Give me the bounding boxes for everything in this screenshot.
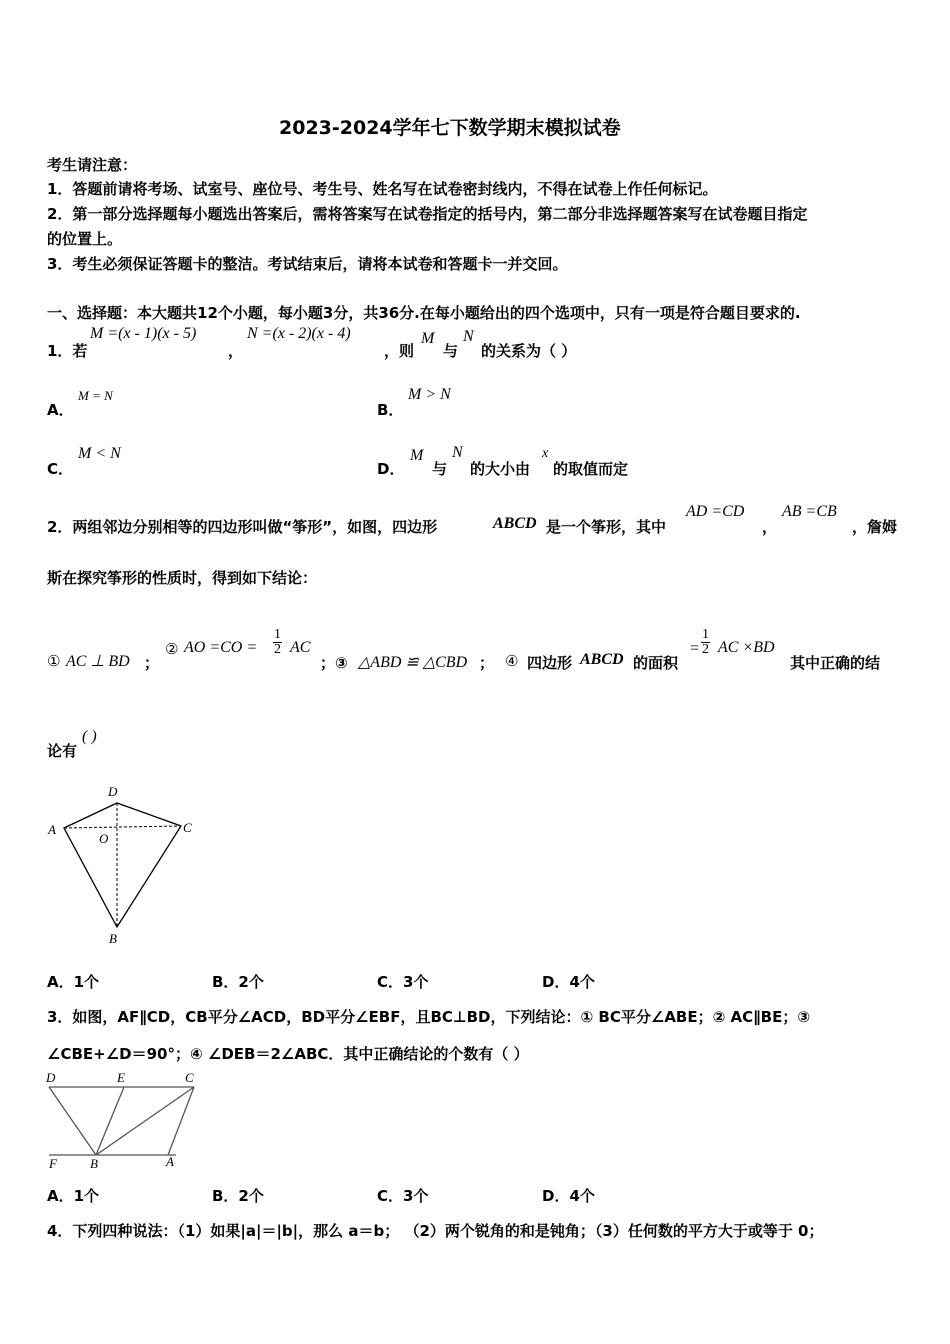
q2-label-o: O [99,831,109,846]
notice-item-2-cont: 的位置上。 [47,230,123,248]
q1-n: N [463,328,474,345]
q2-conclusion-2-mark: ② [165,640,179,658]
q2-conclusion-2-ac: AC [290,639,311,656]
q3-line2: ∠CBE+∠D＝90°；④ ∠DEB＝2∠ABC．其中正确结论的个数有（ ） [47,1045,529,1063]
page-title: 2023-2024学年七下数学期末模拟试卷 [279,117,621,139]
q2-ab-cb: AB =CB [782,503,837,520]
q2-conclusion-4-mark: ④ [505,652,519,670]
q3-option-d: D．4个 [542,1187,595,1205]
q1-option-b-label: B． [377,401,404,419]
q2-semicolon-3: ； [479,654,495,672]
q1-option-d-x: x [542,446,549,461]
q2-conclusion-1-mark: ① [47,652,61,670]
q2-label-a: A [48,822,56,837]
q3-option-a: A．1个 [47,1187,100,1205]
q2-conclusion-4-fraction [701,628,710,657]
q1-option-c-label: C． [47,460,74,478]
q2-label-c: C [183,820,192,835]
q2-fraction-4-numerator: 1 [702,627,709,642]
q2-conclusion-4-product: AC ×BD [718,639,775,656]
q2-line2: 斯在探究筝形的性质时，得到如下结论： [47,569,318,587]
q2-fraction-4-denominator: 2 [702,642,709,657]
section-heading: 一、选择题：本大题共12个小题，每小题3分，共36分.在每小题给出的四个选项中，只有一项是符合题目要求的. [47,304,801,322]
q1-n-definition: N =(x - 2)(x - 4) [247,325,351,342]
q1-option-c-value: M < N [78,445,121,462]
q1-number: 1．若 [47,342,88,360]
q2-line1-end: ，詹姆 [852,518,898,536]
q3-parallel-figure [44,1068,204,1173]
q2-answer-parens: ( ) [82,728,97,745]
q2-label-b: B [109,931,117,946]
notice-item-1: 1．答题前请将考场、试室号、座位号、考生号、姓名写在试卷密封线内，不得在试卷上作任何标记。 [47,180,718,198]
q2-line1-start: 2．两组邻边分别相等的四边形叫做“筝形”，如图，四边形 [47,518,438,536]
q2-conclusion-3: △ABD ≌ △CBD [358,654,468,671]
q3-line1: 3．如图，AF∥CD，CB平分∠ACD，BD平分∠EBF，且BC⊥BD，下列结论：① BC平分∠ABE；② AC∥BE；③ [47,1008,811,1026]
q2-diagonal-ac [64,826,181,828]
q2-conclusion-4-text: 四边形 [527,654,573,672]
q2-line1-mid: 是一个筝形，其中 [546,518,667,536]
q2-option-a: A．1个 [47,973,100,991]
q2-conclusion-2: AO =CO = [184,639,258,656]
q1-option-b-value: M > N [408,386,451,403]
q2-conclusion-1: AC ⊥ BD [66,653,130,670]
q1-option-d-tail: 的取值而定 [553,460,629,478]
q2-kite-figure [44,780,204,950]
q2-conclusion-2-fraction [273,628,282,657]
q3-option-b: B．2个 [212,1187,264,1205]
q2-ad-cd: AD =CD [686,503,745,520]
notice-item-2: 2．第一部分选择题每小题选出答案后，需将答案写在试卷指定的括号内，第二部分非选择题答案写在试卷题目指定 [47,205,808,223]
q1-option-d-with: 与 [432,460,448,478]
q2-fraction-numerator: 1 [274,627,281,642]
q1-with: 与 [443,342,459,360]
q2-abcd: ABCD [493,515,537,532]
q3-option-c: C．3个 [377,1187,429,1205]
q3-label-f: F [49,1156,57,1171]
q2-option-b: B．2个 [212,973,264,991]
q2-option-c: C．3个 [377,973,429,991]
q1-m-definition: M =(x - 1)(x - 5) [90,325,197,342]
q1-option-a-label: A． [47,401,74,419]
q3-label-d: D [46,1070,56,1085]
q3-segment-db [49,1087,96,1155]
q1-then: ，则 [384,342,415,360]
q2-line3-end: 其中正确的结 [790,654,881,672]
q2-conclusion-4-abcd: ABCD [580,651,624,668]
q2-conclusion-4-equals: = [689,640,700,657]
q2-semicolon-1: ； [144,654,160,672]
q1-m: M [421,330,435,347]
q3-segment-ca [168,1087,194,1155]
q2-line4: 论有 [47,742,78,760]
q1-tail: 的关系为（ ） [481,342,577,360]
q3-label-b: B [90,1156,98,1171]
q1-option-d-n: N [452,444,463,461]
q2-fraction-denominator: 2 [274,642,281,657]
notice-item-3: 3．考生必须保证答题卡的整洁。考试结束后，请将本试卷和答题卡一并交回。 [47,255,568,273]
q2-conclusion-3-mark: ；③ [320,654,348,672]
q3-label-c: C [185,1070,194,1085]
q1-option-d-label: D． [377,460,405,478]
q2-conclusion-4-area: 的面积 [633,654,679,672]
q2-option-d: D．4个 [542,973,595,991]
q4-line1: 4．下列四种说法：（1）如果|a|＝|b|，那么 a＝b； （2）两个锐角的和是钝角；（3）任何数的平方大于或等于 0； [47,1222,824,1240]
q3-label-a: A [166,1154,174,1169]
q2-comma: ， [762,518,778,536]
q1-comma: ， [228,342,244,360]
q2-kite-outline [64,803,181,927]
q1-option-d-mid: 的大小由 [470,460,531,478]
q1-option-d-m: M [410,447,424,464]
q2-label-d: D [108,784,118,799]
notice-heading: 考生请注意： [47,156,138,174]
q1-option-a-value: M = N [78,388,113,403]
q3-label-e: E [117,1070,125,1085]
